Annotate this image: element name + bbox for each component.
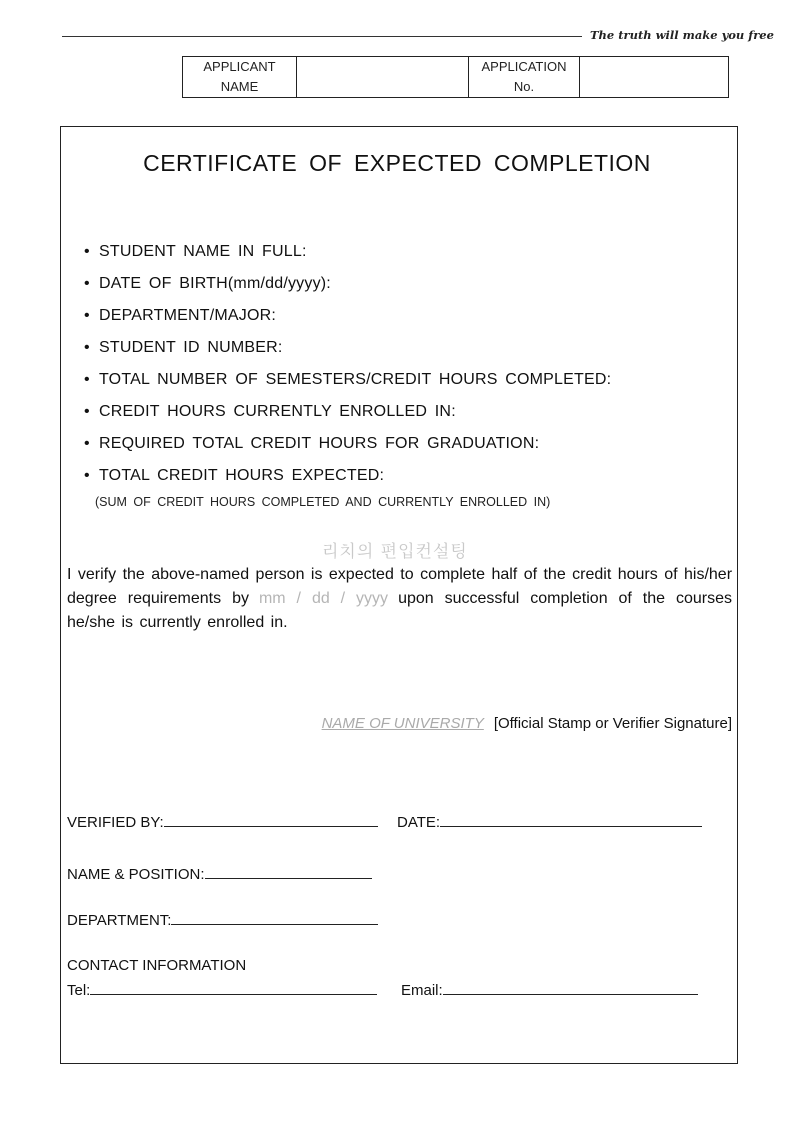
name-position-row <box>67 864 372 883</box>
verify-text-before: I verify the above-named person is expected to complete half of the credit hours of his/her degree requirements by <box>67 566 733 607</box>
field-student-id <box>84 332 611 364</box>
department-label: DEPARTMENT: <box>67 912 172 929</box>
verification-statement <box>67 563 732 635</box>
field-date-of-birth <box>84 268 611 300</box>
watermark-text: 리치의 편입컨설팅 <box>322 542 468 562</box>
field-label: CREDIT HOURS CURRENTLY ENROLLED IN: <box>99 403 456 420</box>
department-field[interactable] <box>171 910 378 925</box>
field-total-credit-hours-expected <box>84 460 611 492</box>
header-motto: The truth will make you free <box>590 28 774 42</box>
bullet: • <box>84 307 90 324</box>
applicant-name-label <box>183 57 297 98</box>
applicant-name-label-line2: NAME <box>220 79 259 94</box>
application-no-label-line1: APPLICATION <box>481 59 567 74</box>
date-label: DATE: <box>397 814 441 831</box>
name-position-field[interactable] <box>205 864 372 879</box>
contact-heading: CONTACT INFORMATION <box>67 957 247 974</box>
university-stamp-line <box>322 715 732 732</box>
application-no-field[interactable] <box>580 57 729 98</box>
tel-label: Tel: <box>67 982 91 999</box>
application-no-label-line2: No. <box>513 79 535 94</box>
verified-by-label: VERIFIED BY: <box>67 814 164 831</box>
field-required-credit-hours <box>84 428 611 460</box>
verified-by-row <box>67 812 378 831</box>
certificate-title: CERTIFICATE OF EXPECTED COMPLETION <box>143 150 651 176</box>
applicant-name-label-line1: APPLICANT <box>203 59 276 74</box>
tel-field[interactable] <box>90 980 377 995</box>
email-field[interactable] <box>443 980 698 995</box>
date-row <box>397 812 702 831</box>
bullet: • <box>84 435 90 452</box>
field-label: DEPARTMENT/MAJOR: <box>99 307 277 324</box>
verified-by-field[interactable] <box>164 812 378 827</box>
field-label: DATE OF BIRTH(mm/dd/yyyy): <box>99 275 331 292</box>
field-label: TOTAL CREDIT HOURS EXPECTED: <box>99 467 385 484</box>
bullet: • <box>84 467 90 484</box>
bullet: • <box>84 339 90 356</box>
field-label: STUDENT ID NUMBER: <box>99 339 283 356</box>
student-fields-list <box>84 236 611 492</box>
department-row <box>67 910 378 929</box>
field-label: TOTAL NUMBER OF SEMESTERS/CREDIT HOURS COMPLETED: <box>99 371 612 388</box>
applicant-name-field[interactable] <box>297 57 469 98</box>
field-credit-hours-enrolled <box>84 396 611 428</box>
bullet: • <box>84 243 90 260</box>
completion-date-placeholder[interactable]: mm / dd / yyyy <box>258 590 389 607</box>
field-label: REQUIRED TOTAL CREDIT HOURS FOR GRADUATION: <box>99 435 540 452</box>
email-label: Email: <box>401 982 443 999</box>
email-row <box>401 980 698 999</box>
tel-row <box>67 980 377 999</box>
bullet: • <box>84 275 90 292</box>
header-rule <box>62 36 582 37</box>
application-no-label <box>469 57 580 98</box>
name-position-label: NAME & POSITION: <box>67 866 205 883</box>
bullet: • <box>84 403 90 420</box>
field-label: STUDENT NAME IN FULL: <box>99 243 307 260</box>
stamp-label: [Official Stamp or Verifier Signature] <box>493 715 732 732</box>
date-field[interactable] <box>440 812 702 827</box>
verify-text-after: upon successful completion of the courses he/she is currently enrolled in. <box>67 590 733 631</box>
field-student-name <box>84 236 611 268</box>
sum-note: (SUM OF CREDIT HOURS COMPLETED AND CURRENTLY ENROLLED IN) <box>95 495 551 509</box>
field-department-major <box>84 300 611 332</box>
field-semesters-completed <box>84 364 611 396</box>
applicant-table <box>182 56 729 98</box>
university-name-placeholder[interactable]: NAME OF UNIVERSITY <box>321 715 484 732</box>
bullet: • <box>84 371 90 388</box>
